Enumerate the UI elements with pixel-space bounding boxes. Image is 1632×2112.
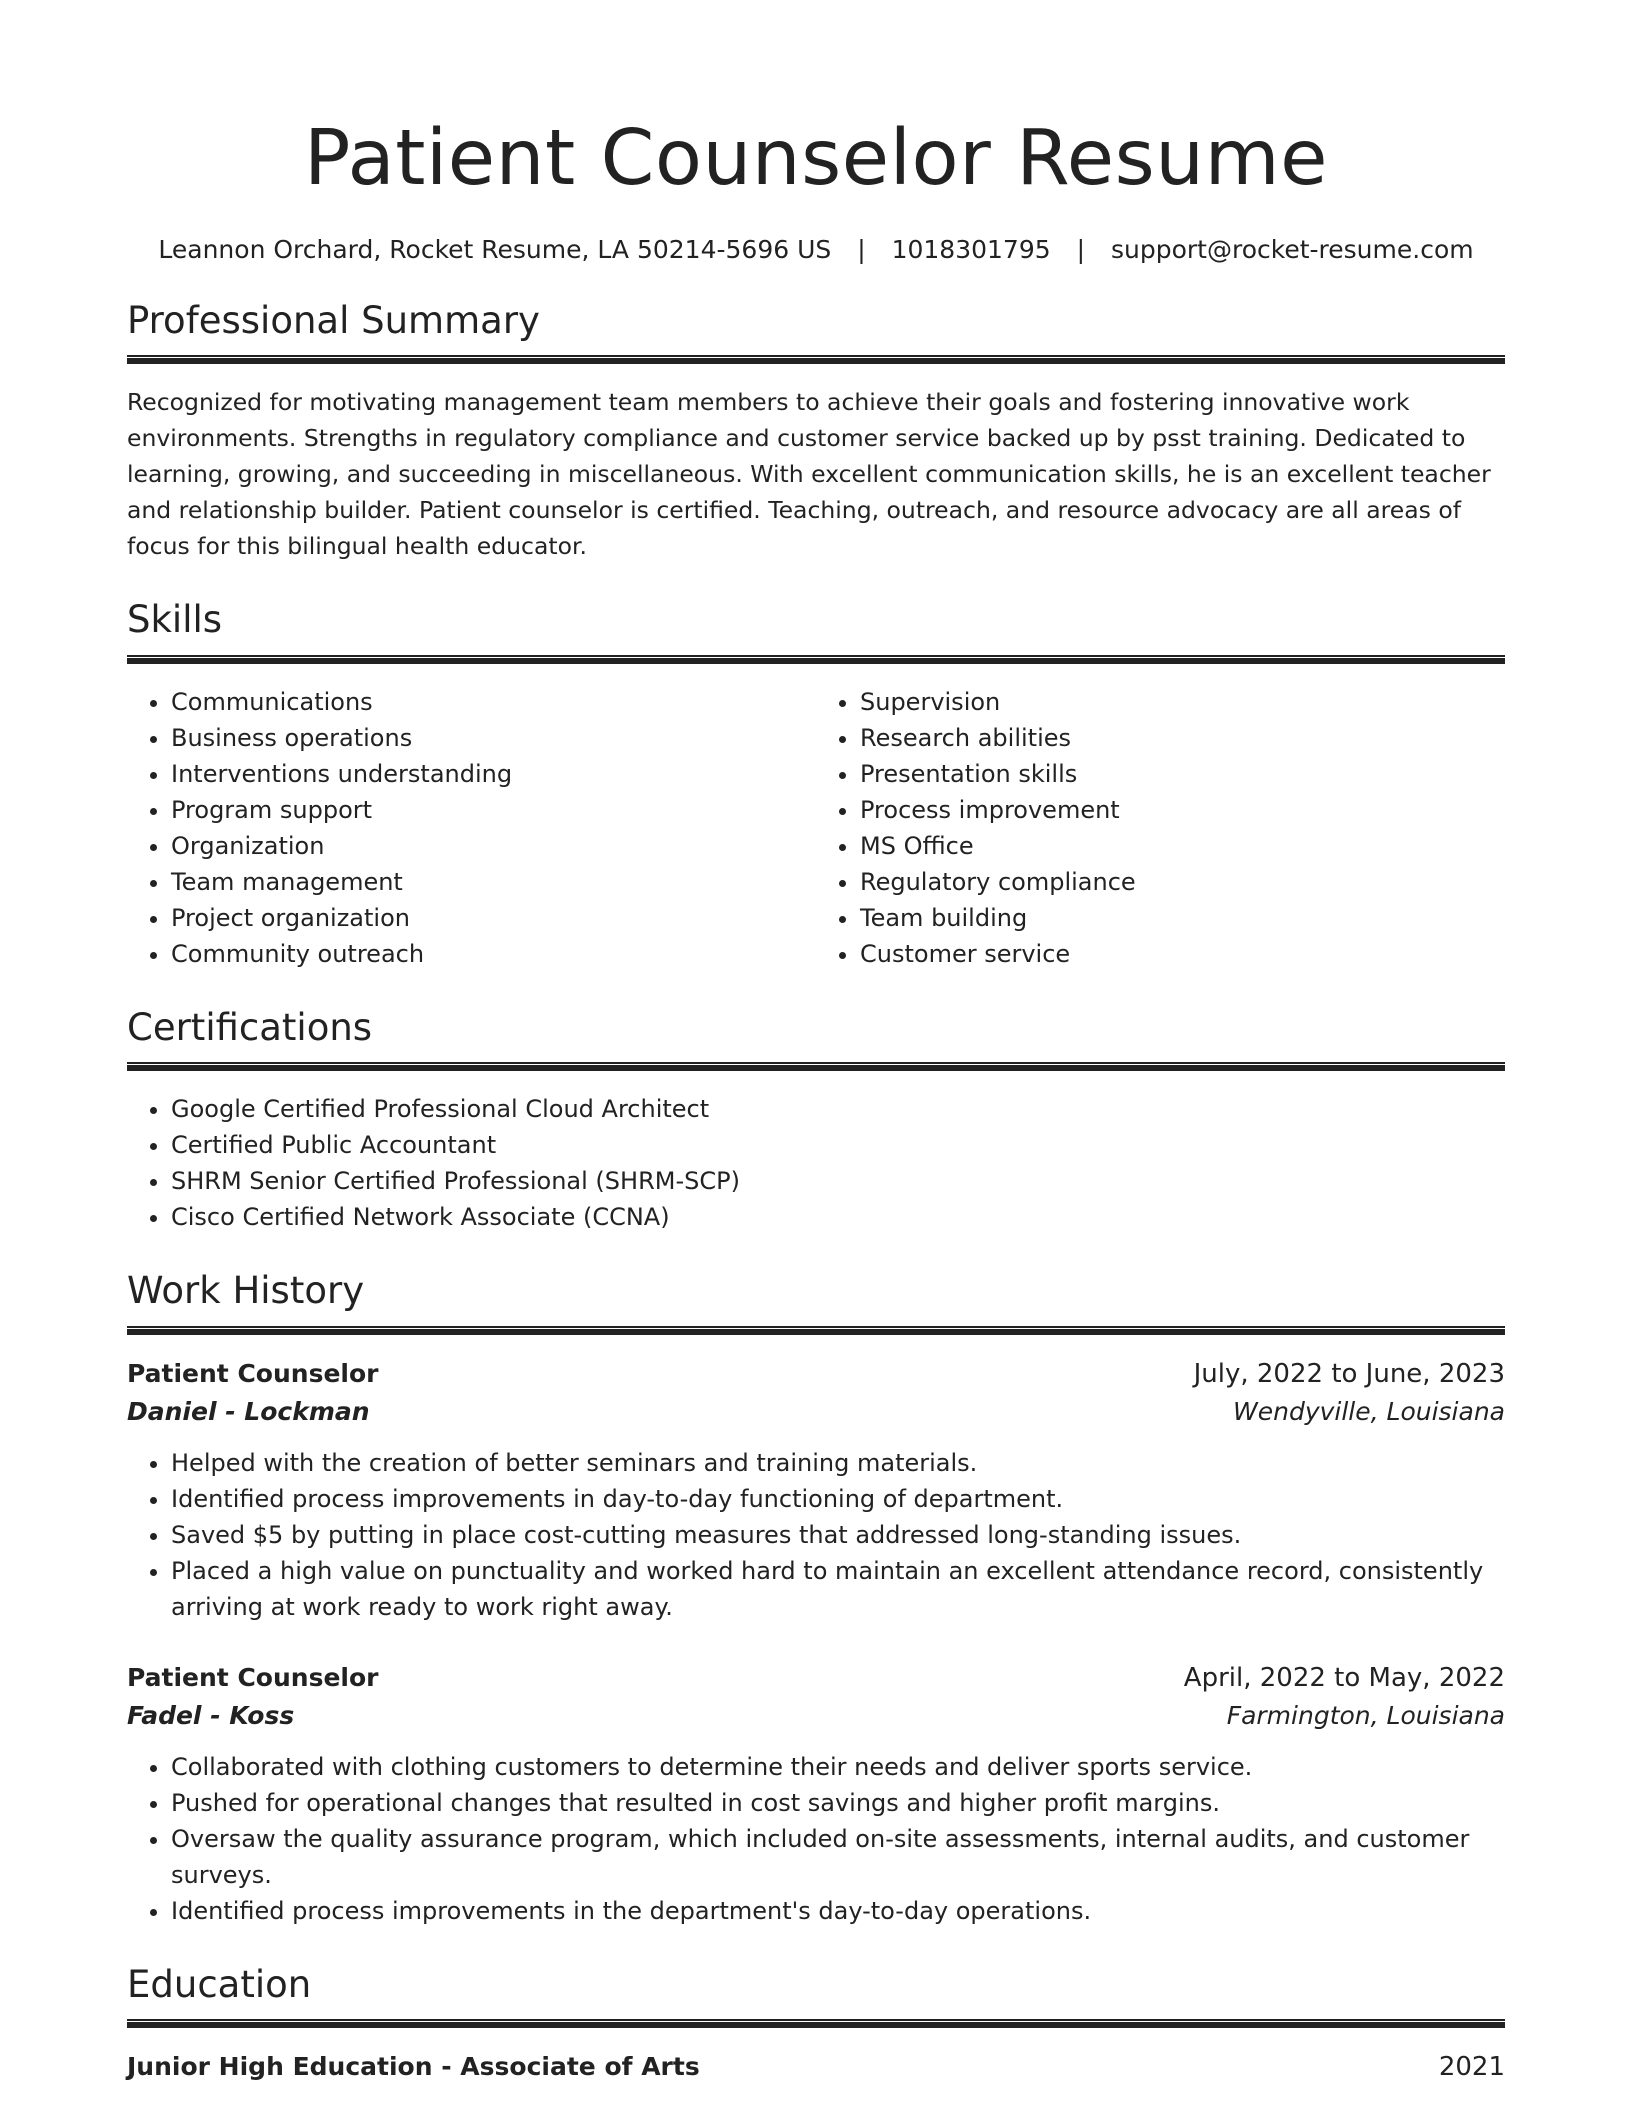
section-heading: Skills	[127, 598, 223, 642]
job-bullets	[127, 1749, 1505, 1929]
section-heading: Professional Summary	[127, 299, 540, 342]
job-bullet: • Oversaw the quality assurance program, which included on-site assessments, internal audits, and customer surveys.	[171, 1821, 1505, 1893]
skill-item: • Team building	[860, 900, 1505, 936]
section-divider	[127, 1062, 1505, 1071]
section-heading: Work History	[127, 1269, 365, 1313]
section-divider	[127, 655, 1505, 664]
skill-item: • Organization	[171, 828, 816, 864]
skill-item: • MS Office	[860, 828, 1505, 864]
professional-summary-section	[127, 299, 1505, 564]
job-bullet: • Saved $5 by putting in place cost-cutting measures that addressed long-standing issues.	[171, 1517, 1505, 1553]
section-divider	[127, 1326, 1505, 1335]
skill-item: • Business operations	[171, 720, 816, 756]
section-heading: Education	[127, 1962, 312, 2006]
job-bullet: • Placed a high value on punctuality and worked hard to maintain an excellent attendance record, consistently arriving at work ready to work right away.	[171, 1553, 1505, 1625]
contact-email: support@rocket-resume.com	[1111, 235, 1474, 264]
contact-separator: |	[857, 235, 866, 264]
skill-item: • Community outreach	[171, 936, 816, 972]
skill-item: • Program support	[171, 792, 816, 828]
job-title: Patient Counselor	[127, 1662, 379, 1692]
skills-list-right	[816, 684, 1505, 972]
job-dates: July, 2022 to June, 2023	[1193, 1358, 1505, 1389]
job-subheader-row	[127, 1697, 1505, 1735]
job-bullet: • Identified process improvements in day-to-day functioning of department.	[171, 1481, 1505, 1517]
job-dates: April, 2022 to May, 2022	[1183, 1662, 1505, 1693]
skills-grid	[127, 684, 1505, 972]
education-entry	[127, 2048, 1505, 2086]
skill-item: • Interventions understanding	[171, 756, 816, 792]
skill-item: • Communications	[171, 684, 816, 720]
job-bullet: • Identified process improvements in the department's day-to-day operations.	[171, 1893, 1505, 1929]
job-bullets	[127, 1445, 1505, 1625]
job-header-row	[127, 1355, 1505, 1393]
job-header-row	[127, 1659, 1505, 1697]
job-subheader-row	[127, 1393, 1505, 1431]
certifications-section	[127, 1006, 1505, 1235]
section-divider	[127, 2019, 1505, 2028]
job-bullet: • Collaborated with clothing customers to determine their needs and deliver sports service.	[171, 1749, 1505, 1785]
skills-section	[127, 598, 1505, 971]
skill-item: • Customer service	[860, 936, 1505, 972]
skill-item: • Process improvement	[860, 792, 1505, 828]
job-location: Farmington, Louisiana	[1226, 1700, 1505, 1730]
skill-item: • Project organization	[171, 900, 816, 936]
job-company: Daniel - Lockman	[127, 1396, 370, 1426]
skill-item: • Presentation skills	[860, 756, 1505, 792]
contact-separator: |	[1076, 235, 1086, 264]
work-history-section	[127, 1269, 1505, 1928]
job-bullet: • Pushed for operational changes that resulted in cost savings and higher profit margins.	[171, 1785, 1505, 1821]
page-title: Patient Counselor Resume	[304, 114, 1328, 203]
job-entry	[127, 1659, 1505, 1929]
education-year: 2021	[1438, 2051, 1505, 2082]
skills-list-left	[127, 684, 816, 972]
section-heading: Certifications	[127, 1005, 373, 1049]
job-location: Wendyville, Louisiana	[1233, 1396, 1505, 1426]
section-divider	[127, 355, 1505, 364]
education-degree: Junior High Education - Associate of Arts	[127, 2051, 700, 2081]
certification-item: • Google Certified Professional Cloud Architect	[171, 1091, 1505, 1127]
contact-phone: 1018301795	[891, 235, 1051, 264]
job-entry	[127, 1355, 1505, 1625]
job-bullet: • Helped with the creation of better seminars and training materials.	[171, 1445, 1505, 1481]
summary-text: Recognized for motivating management team members to achieve their goals and fostering innovative work environments. Strengths in regulatory compliance and customer service backed up by psst training. Dedicated to learning, growing, and succeeding in miscellaneous. With excellent communication skills, he is an excellent teacher and relationship builder. Patient counselor is certified. Teaching, outreach, and resource advocacy are all areas of focus for this bilingual health educator.	[127, 388, 1491, 561]
certification-item: • Certified Public Accountant	[171, 1127, 1505, 1163]
skill-item: • Team management	[171, 864, 816, 900]
job-company: Fadel - Koss	[127, 1700, 295, 1730]
certifications-list	[127, 1091, 1505, 1235]
education-section	[127, 1963, 1505, 2086]
certification-item: • Cisco Certified Network Associate (CCNA)	[171, 1199, 1505, 1235]
job-title: Patient Counselor	[127, 1358, 379, 1388]
contact-address: Leannon Orchard, Rocket Resume, LA 50214-5696 US	[158, 235, 832, 264]
skill-item: • Regulatory compliance	[860, 864, 1505, 900]
certification-item: • SHRM Senior Certified Professional (SHRM-SCP)	[171, 1163, 1505, 1199]
contact-line	[127, 235, 1505, 265]
skill-item: • Supervision	[860, 684, 1505, 720]
skill-item: • Research abilities	[860, 720, 1505, 756]
